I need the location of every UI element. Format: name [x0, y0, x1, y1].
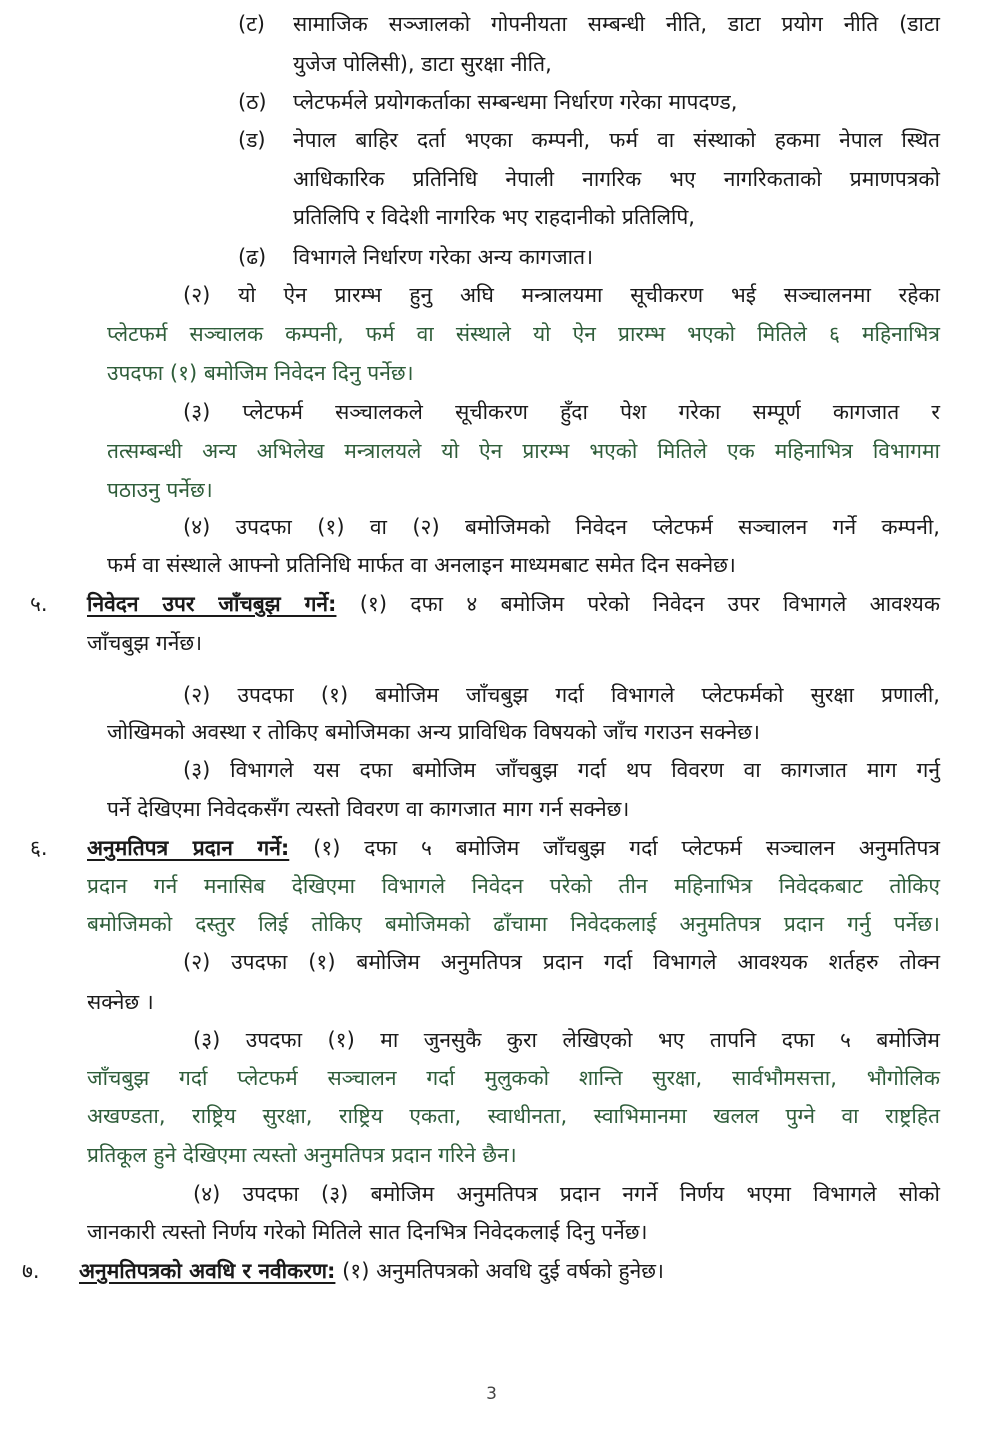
section-5-number: ५. — [30, 592, 48, 616]
clause-text-da: नेपाल बाहिर दर्ता भएका कम्पनी, फर्म वा संस्थाको हकमा नेपाल स्थित — [293, 128, 940, 152]
subsection-2-line-1: (२) यो ऐन प्रारम्भ हुनु अघि मन्त्रालयमा सूचीकरण भई सञ्चालनमा रहेका — [183, 283, 940, 307]
section-5-heading: निवेदन उपर जाँचबुझ गर्ने: — [87, 592, 337, 616]
subsection-4-line-2: फर्म वा संस्थाले आफ्नो प्रतिनिधि मार्फत वा अनलाइन माध्यमबाट समेत दिन सक्नेछ। — [107, 553, 736, 577]
section-6-line-3: बमोजिमको दस्तुर लिई तोकिए बमोजिमको ढाँचामा निवेदकलाई अनुमतिपत्र प्रदान गर्नु पर्नेछ। — [87, 912, 940, 936]
clause-text-da-cont-2: प्रतिलिपि र विदेशी नागरिक भए राहदानीको प्रतिलिपि, — [293, 205, 695, 229]
section-6-sub-3-line-3: अखण्डता, राष्ट्रिय सुरक्षा, राष्ट्रिय एकता, स्वाधीनता, स्वाभिमानमा खलल पुग्ने वा राष्ट्रहित — [87, 1104, 940, 1128]
section-6-sub-4-line-2: जानकारी त्यस्तो निर्णय गरेको मितिले सात दिनभित्र निवेदकलाई दिनु पर्नेछ। — [87, 1220, 648, 1244]
section-5-sub-3-line-1: (३) विभागले यस दफा बमोजिम जाँचबुझ गर्दा थप विवरण वा कागजात माग गर्नु — [183, 758, 940, 782]
section-5-sub-2-line-2: जोखिमको अवस्था र तोकिए बमोजिमका अन्य प्राविधिक विषयको जाँच गराउन सक्नेछ। — [107, 720, 760, 744]
subsection-3-line-1: (३) प्लेटफर्म सञ्चालकले सूचीकरण हुँदा पेश गरेका सम्पूर्ण कागजात र — [183, 400, 940, 424]
section-6-line-1 — [87, 829, 940, 867]
clause-text-ta: सामाजिक सञ्जालको गोपनीयता सम्बन्धी नीति, डाटा प्रयोग नीति (डाटा — [293, 12, 940, 36]
subsection-4-line-1: (४) उपदफा (१) वा (२) बमोजिमको निवेदन प्लेटफर्म सञ्चालन गर्ने कम्पनी, — [183, 515, 940, 539]
clause-label-da: (ड) — [238, 128, 266, 152]
section-6-sub-3-line-4: प्रतिकूल हुने देखिएमा त्यस्तो अनुमतिपत्र प्रदान गरिने छैन। — [87, 1143, 517, 1167]
page-number: 3 — [486, 1384, 497, 1404]
section-6-heading: अनुमतिपत्र प्रदान गर्ने: — [87, 836, 290, 860]
section-6-sub-3-line-1: (३) उपदफा (१) मा जुनसुकै कुरा लेखिएको भए तापनि दफा ५ बमोजिम — [193, 1028, 940, 1052]
clause-text-tha: प्लेटफर्मले प्रयोगकर्ताका सम्बन्धमा निर्धारण गरेका मापदण्ड, — [293, 90, 738, 114]
clause-label-ta: (ट) — [238, 12, 265, 36]
section-6-sub-4-line-1: (४) उपदफा (३) बमोजिम अनुमतिपत्र प्रदान नगर्ने निर्णय भएमा विभागले सोको — [193, 1182, 940, 1206]
section-5-line-2: जाँचबुझ गर्नेछ। — [87, 631, 203, 655]
subsection-3-line-2: तत्सम्बन्धी अन्य अभिलेख मन्त्रालयले यो ऐन प्रारम्भ भएको मितिले एक महिनाभित्र विभागमा — [107, 439, 940, 463]
clause-text-da-cont-1: आधिकारिक प्रतिनिधि नेपाली नागरिक भए नागरिकताको प्रमाणपत्रको — [293, 167, 940, 191]
section-7-number: ७. — [22, 1259, 40, 1283]
section-6-sub-2-line-1: (२) उपदफा (१) बमोजिम अनुमतिपत्र प्रदान गर्दा विभागले आवश्यक शर्तहरु तोक्न — [183, 950, 940, 974]
section-7-line-1 — [79, 1252, 664, 1290]
section-6-sub-2-line-2: सक्नेछ । — [87, 990, 154, 1014]
section-5-sub-3-line-2: पर्ने देखिएमा निवेदकसँग त्यस्तो विवरण वा कागजात माग गर्न सक्नेछ। — [107, 797, 630, 821]
clause-text-ta-cont: युजेज पोलिसी), डाटा सुरक्षा नीति, — [293, 52, 552, 76]
section-6-number: ६. — [30, 836, 48, 860]
clause-label-tha: (ठ) — [238, 90, 267, 114]
subsection-2-line-3: उपदफा (१) बमोजिम निवेदन दिनु पर्नेछ। — [107, 361, 414, 385]
clause-label-dha: (ढ) — [238, 245, 267, 269]
section-6-sub-3-line-2: जाँचबुझ गर्दा प्लेटफर्म सञ्चालन गर्दा मुलुकको शान्ति सुरक्षा, सार्वभौमसत्ता, भौगोलिक — [87, 1066, 940, 1090]
subsection-3-line-3: पठाउनु पर्नेछ। — [107, 478, 213, 502]
section-7-heading: अनुमतिपत्रको अवधि र नवीकरण: — [79, 1259, 336, 1283]
section-6-line-2: प्रदान गर्न मनासिब देखिएमा विभागले निवेदन परेको तीन महिनाभित्र निवेदकबाट तोकिए — [87, 874, 940, 898]
section-6-text: (१) दफा ५ बमोजिम जाँचबुझ गर्दा प्लेटफर्म सञ्चालन अनुमतिपत्र — [289, 836, 940, 860]
section-5-text: (१) दफा ४ बमोजिम परेको निवेदन उपर विभागले आवश्यक — [336, 592, 940, 616]
section-7-text: (१) अनुमतिपत्रको अवधि दुई वर्षको हुनेछ। — [335, 1259, 664, 1283]
clause-text-dha: विभागले निर्धारण गरेका अन्य कागजात। — [293, 245, 594, 269]
section-5-sub-2-line-1: (२) उपदफा (१) बमोजिम जाँचबुझ गर्दा विभागले प्लेटफर्मको सुरक्षा प्रणाली, — [183, 683, 940, 707]
subsection-2-line-2: प्लेटफर्म सञ्चालक कम्पनी, फर्म वा संस्थाले यो ऐन प्रारम्भ भएको मितिले ६ महिनाभित्र — [107, 322, 940, 346]
section-5-line-1 — [87, 585, 940, 623]
